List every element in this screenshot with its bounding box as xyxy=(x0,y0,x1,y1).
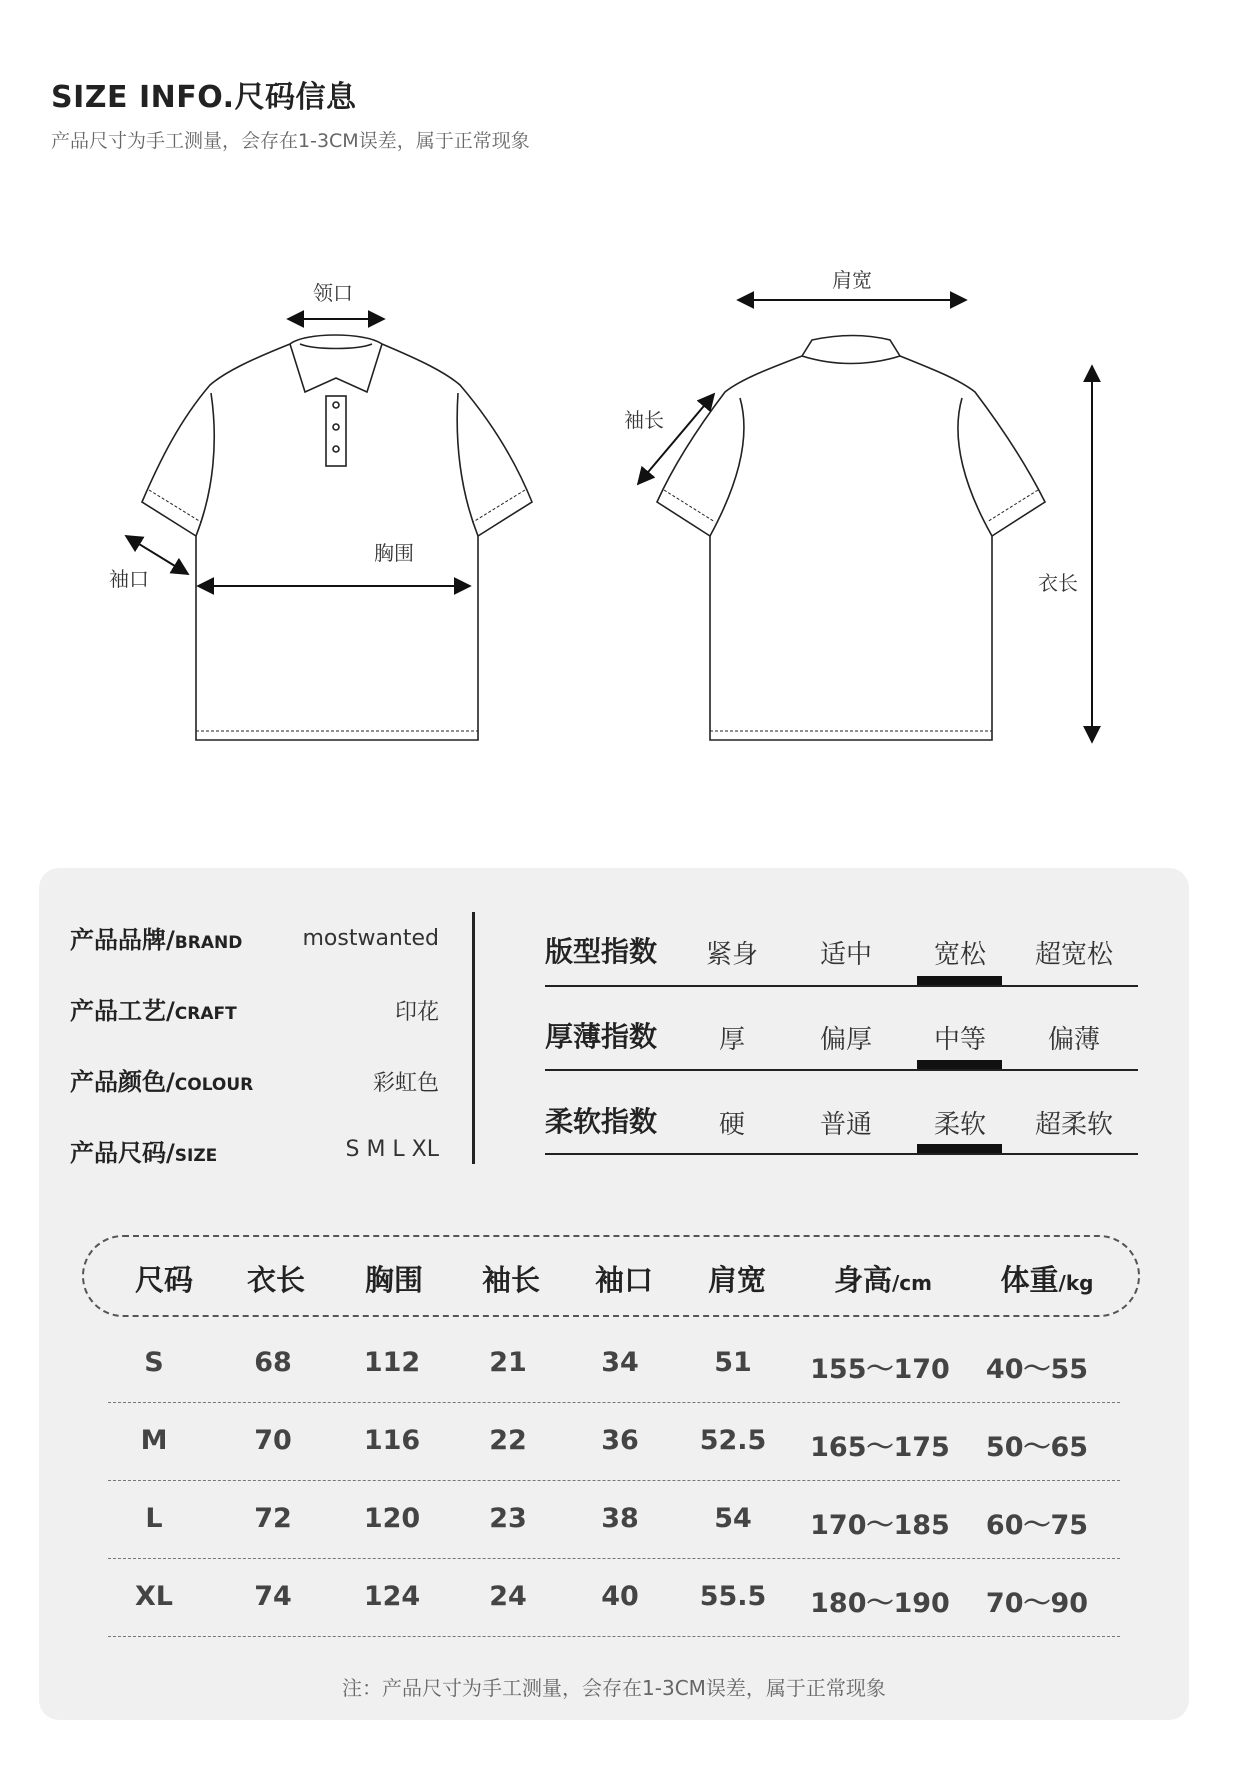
table-cell: 40～55 xyxy=(985,1354,1089,1385)
table-cell: 74 xyxy=(254,1581,292,1612)
table-cell: 170～185 xyxy=(810,1510,950,1541)
sleeve-label: 袖长 xyxy=(624,408,664,432)
table-cell: 55.5 xyxy=(699,1581,767,1612)
index-option: 超柔软 xyxy=(1034,1110,1113,1140)
row-separator xyxy=(108,1636,1120,1637)
index-option-selected: 宽松 xyxy=(933,940,986,970)
index-baseline xyxy=(545,985,1138,987)
table-cell: 165～175 xyxy=(810,1432,950,1463)
index-label: 版型指数 xyxy=(545,935,658,968)
attribute-label: 产品尺码/SIZE xyxy=(70,1139,218,1167)
column-header: 胸围 xyxy=(364,1263,423,1297)
table-cell: M xyxy=(140,1425,168,1456)
table-cell: 68 xyxy=(254,1347,292,1378)
attribute-value: mostwanted xyxy=(302,926,439,951)
column-header: 体重/kg xyxy=(1000,1263,1094,1297)
index-option-selected: 柔软 xyxy=(933,1110,986,1140)
index-option-selected: 中等 xyxy=(933,1025,986,1055)
table-cell: 24 xyxy=(489,1581,527,1612)
index-option: 厚 xyxy=(718,1025,745,1055)
attribute-value: 彩虹色 xyxy=(372,1071,439,1096)
table-cell: 51 xyxy=(714,1347,752,1378)
vertical-divider xyxy=(472,912,475,1164)
attribute-value: S M L XL xyxy=(345,1137,439,1162)
table-cell: 38 xyxy=(601,1503,639,1534)
attribute-value: 印花 xyxy=(394,1000,439,1025)
index-baseline xyxy=(545,1153,1138,1155)
table-cell: 124 xyxy=(363,1581,421,1612)
column-header: 尺码 xyxy=(134,1263,193,1297)
attribute-label: 产品工艺/CRAFT xyxy=(70,997,237,1025)
table-cell: 180～190 xyxy=(810,1588,950,1619)
table-cell: 112 xyxy=(363,1347,421,1378)
index-option: 硬 xyxy=(718,1110,745,1140)
index-label: 厚薄指数 xyxy=(545,1020,658,1053)
shirt-diagrams xyxy=(0,0,1242,800)
page-subtitle: 产品尺寸为手工测量，会存在1-3CM误差，属于正常现象 xyxy=(51,130,530,152)
index-option: 超宽松 xyxy=(1034,940,1113,970)
table-cell: 70～90 xyxy=(985,1588,1089,1619)
shoulder-label: 肩宽 xyxy=(832,268,872,292)
table-cell: 120 xyxy=(363,1503,421,1534)
column-header: 袖长 xyxy=(481,1263,540,1297)
index-option: 适中 xyxy=(819,940,872,970)
table-cell: 40 xyxy=(601,1581,639,1612)
column-header: 袖口 xyxy=(594,1263,653,1297)
table-cell: 72 xyxy=(254,1503,292,1534)
page-title: SIZE INFO.尺码信息 xyxy=(51,80,357,115)
length-label: 衣长 xyxy=(1038,571,1078,595)
table-cell: 23 xyxy=(489,1503,527,1534)
table-cell: XL xyxy=(134,1581,174,1612)
table-cell: 21 xyxy=(489,1347,527,1378)
row-separator xyxy=(108,1402,1120,1403)
index-selected-marker xyxy=(917,976,1002,985)
column-header: 身高/cm xyxy=(833,1263,932,1297)
column-header: 衣长 xyxy=(246,1263,305,1297)
cuff-label: 袖口 xyxy=(109,567,149,591)
table-cell: 52.5 xyxy=(699,1425,767,1456)
index-option: 普通 xyxy=(819,1110,872,1140)
chest-label: 胸围 xyxy=(374,541,414,565)
index-option: 紧身 xyxy=(705,940,758,970)
row-separator xyxy=(108,1558,1120,1559)
collar-label: 领口 xyxy=(313,281,353,305)
index-selected-marker xyxy=(917,1060,1002,1069)
table-cell: 70 xyxy=(254,1425,292,1456)
table-cell: 22 xyxy=(489,1425,527,1456)
index-option: 偏厚 xyxy=(819,1025,872,1055)
index-option: 偏薄 xyxy=(1047,1025,1100,1055)
attribute-label: 产品品牌/BRAND xyxy=(70,926,243,954)
index-selected-marker xyxy=(917,1144,1002,1153)
table-cell: 60～75 xyxy=(985,1510,1089,1541)
table-cell: 34 xyxy=(601,1347,639,1378)
table-cell: 155～170 xyxy=(810,1354,950,1385)
attribute-label: 产品颜色/COLOUR xyxy=(70,1068,254,1096)
table-cell: 116 xyxy=(363,1425,421,1456)
front-shirt-illustration xyxy=(142,335,532,740)
table-cell: 36 xyxy=(601,1425,639,1456)
table-cell: L xyxy=(145,1503,163,1534)
row-separator xyxy=(108,1480,1120,1481)
index-label: 柔软指数 xyxy=(545,1105,658,1138)
table-cell: S xyxy=(144,1347,164,1378)
table-cell: 50～65 xyxy=(985,1432,1089,1463)
table-cell: 54 xyxy=(714,1503,752,1534)
column-header: 肩宽 xyxy=(707,1263,766,1297)
back-shirt-illustration xyxy=(657,336,1045,741)
footnote: 注：产品尺寸为手工测量，会存在1-3CM误差，属于正常现象 xyxy=(342,1676,886,1700)
index-baseline xyxy=(545,1069,1138,1071)
